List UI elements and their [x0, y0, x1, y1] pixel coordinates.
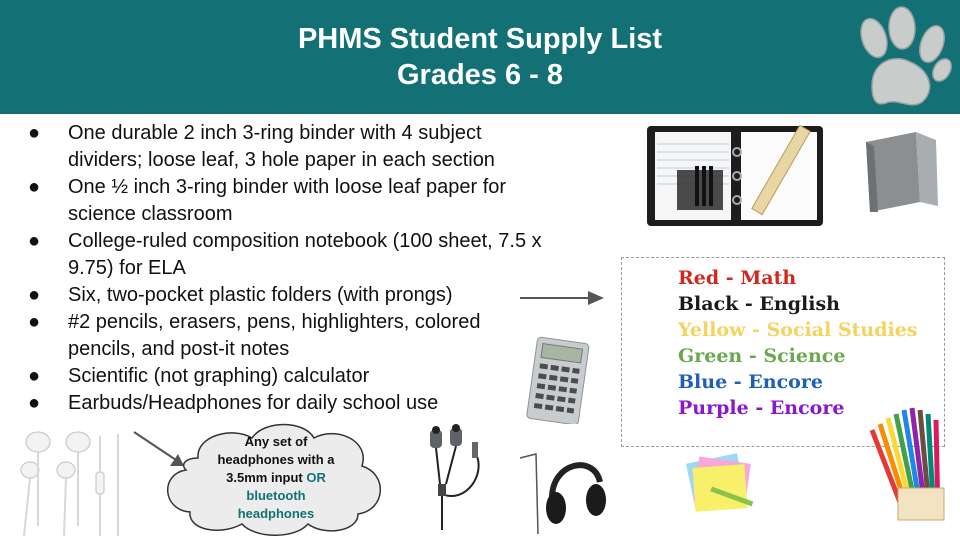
- half-inch-binder-image: [860, 132, 940, 214]
- callout-line: headphones with a: [217, 452, 335, 467]
- white-earbuds-image: [8, 426, 138, 538]
- bullet: ●: [28, 122, 41, 144]
- color-label-purple: Purple - Encore: [678, 397, 845, 419]
- header-banner: [0, 0, 960, 114]
- list-item-text: One ½ inch 3-ring binder with loose leaf paper for: [68, 176, 507, 198]
- list-item-text: pencils, and post-it notes: [68, 338, 290, 360]
- scientific-calculator-image: [520, 336, 596, 424]
- list-item: [28, 120, 618, 174]
- color-label-yellow: Yellow - Social Studies: [678, 319, 918, 341]
- callout-line: bluetooth: [246, 488, 306, 503]
- callout-or: OR: [306, 470, 326, 485]
- sticky-notes-image: [680, 446, 762, 520]
- callout-text: [196, 433, 356, 523]
- list-item-text: science classroom: [68, 203, 233, 225]
- paw-print-icon: [852, 4, 952, 110]
- list-item-text: Earbuds/Headphones for daily school use: [68, 392, 439, 414]
- list-item-text: Six, two-pocket plastic folders (with prongs): [68, 284, 453, 306]
- bullet: ●: [28, 176, 41, 198]
- callout-line: 3.5mm input: [226, 470, 307, 485]
- binder-with-ruler-image: [647, 122, 825, 228]
- bullet: ●: [28, 392, 41, 414]
- list-item-text: College-ruled composition notebook (100 sheet, 7.5 x: [68, 230, 542, 252]
- list-item-text: One durable 2 inch 3-ring binder with 4 subject: [68, 122, 482, 144]
- list-item-text: Scientific (not graphing) calculator: [68, 365, 370, 387]
- callout-line: Any set of: [244, 434, 308, 449]
- bullet: ●: [28, 311, 41, 333]
- color-label-red: Red - Math: [678, 267, 797, 289]
- color-label-green: Green - Science: [678, 345, 846, 367]
- callout-line: headphones: [237, 506, 315, 521]
- arrow-right-icon: [518, 288, 608, 308]
- list-item: [28, 228, 618, 282]
- bullet: ●: [28, 365, 41, 387]
- list-item: [28, 174, 618, 228]
- bullet: ●: [28, 230, 41, 252]
- list-item-text: #2 pencils, erasers, pens, highlighters, colored: [68, 311, 481, 333]
- page-title: PHMS Student Supply List: [297, 23, 663, 55]
- color-label-blue: Blue - Encore: [678, 371, 823, 393]
- color-label-black: Black - English: [678, 293, 840, 315]
- over-ear-headphones-image: [512, 442, 608, 536]
- bullet: ●: [28, 284, 41, 306]
- list-item-text: dividers; loose leaf, 3 hole paper in each section: [68, 149, 495, 171]
- list-item-text: 9.75) for ELA: [68, 257, 186, 279]
- in-ear-headphones-image: [426, 424, 506, 536]
- colored-pencils-image: [864, 400, 946, 522]
- page-subtitle: Grades 6 - 8: [396, 59, 564, 91]
